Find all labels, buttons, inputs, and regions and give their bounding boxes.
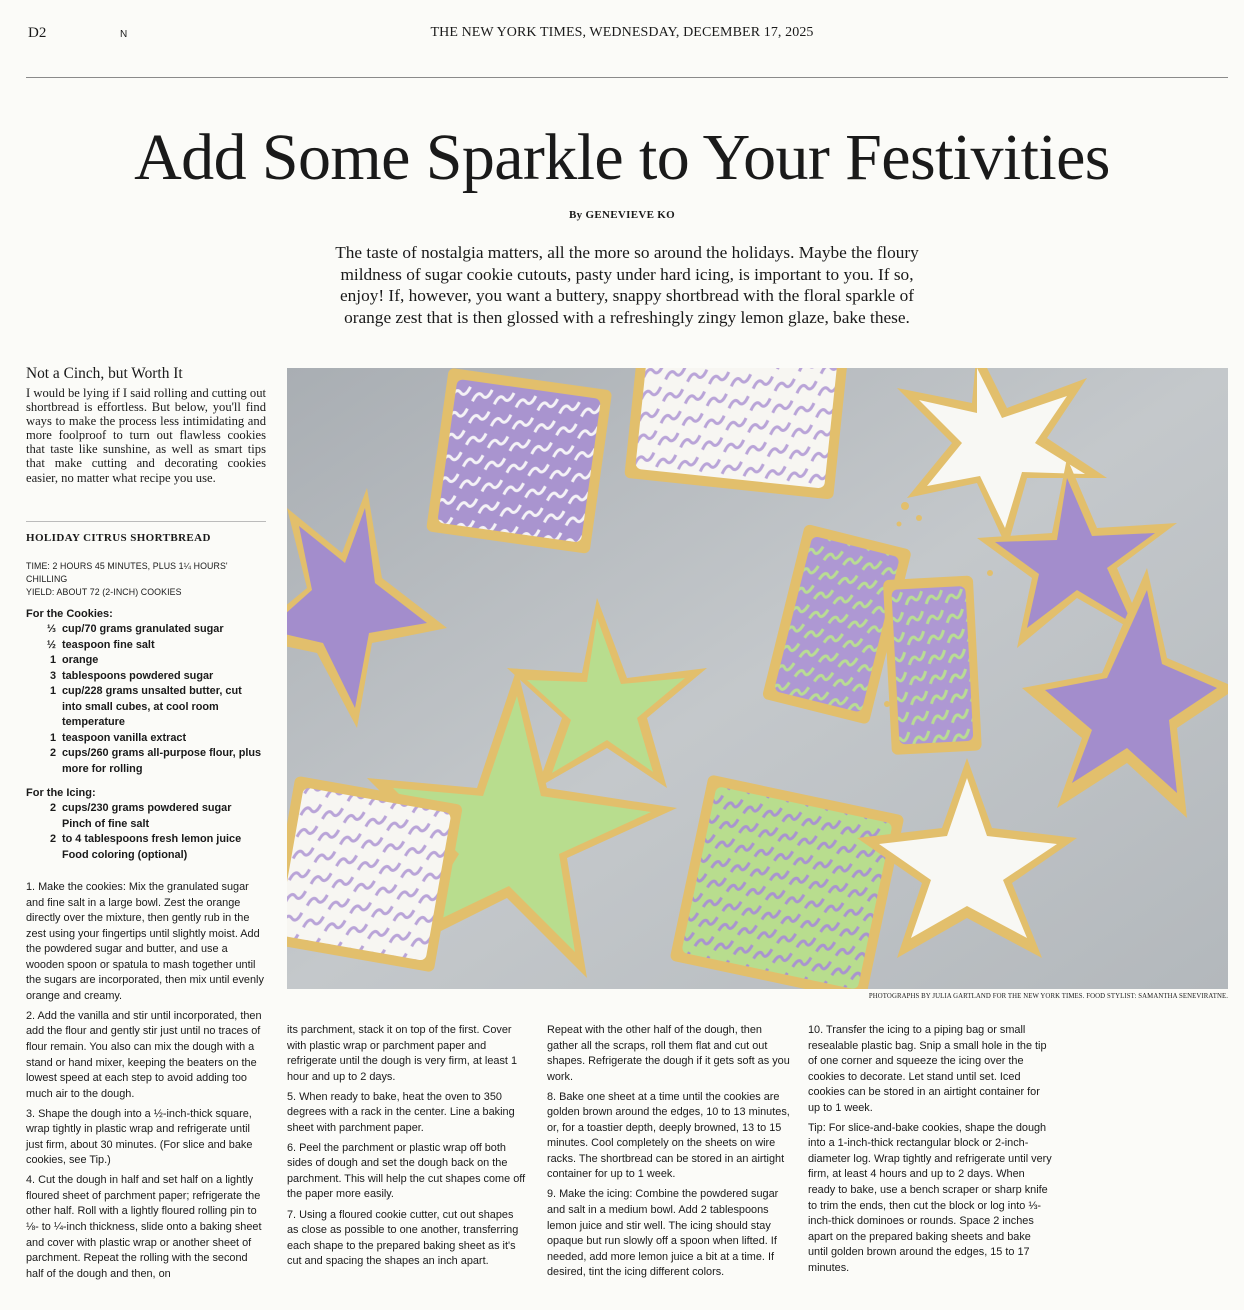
sidebar-divider bbox=[26, 521, 266, 522]
recipe-step: 4. Cut the dough in half and set half on a lightly floured sheet of parchment paper; refrigerate the other half. Roll with a lightly floured rolling pin to ⅛- to ¼-inch thickness, slide onto a baking sheet and cover with plastic wrap or another sheet of parchment. Repeat the rolling with the second half of the dough and then, on bbox=[26, 1174, 262, 1280]
sidebar-body: I would be lying if I said rolling and cutting out shortbread is effortless. But below, you'll find ways to make the process less intimidating and more foolproof to turn out flawless cookies that taste like sunshine, as well as smart tips that make cutting and decorating cookies easier, no matter what recipe you use. bbox=[26, 386, 266, 485]
ingredient-qty: ⅓ bbox=[46, 623, 56, 635]
recipe-meta bbox=[26, 560, 266, 599]
sidebar-heading: Not a Cinch, but Worth It bbox=[26, 365, 183, 382]
recipe-step: its parchment, stack it on top of the first. Cover with plastic wrap or parchment paper and refrigerate until the dough is very firm, at least 1 hour and up to 2 days. bbox=[287, 1024, 518, 1083]
ingredient-item bbox=[26, 684, 266, 731]
recipe-step: Repeat with the other half of the dough, then gather all the scraps, roll them flat and cut out shapes. Refrigerate the dough if it gets soft as you work. bbox=[547, 1024, 790, 1083]
icing-ingredient-list bbox=[26, 801, 266, 863]
ingredient-text: teaspoon vanilla extract bbox=[62, 731, 187, 744]
ingredient-item bbox=[26, 669, 266, 685]
cookies-ingredients-heading: For the Cookies: bbox=[26, 608, 113, 620]
ingredient-text: orange bbox=[62, 654, 99, 666]
recipe-step: 6. Peel the parchment or plastic wrap off both sides of dough and set the dough back on the parchment. This will help the cut shapes come off the paper more easily. bbox=[287, 1141, 526, 1201]
ingredient-item bbox=[26, 817, 266, 833]
ingredient-text: Food coloring (optional) bbox=[62, 848, 188, 861]
recipe-column-1 bbox=[26, 880, 266, 1287]
ingredient-text: Pinch of fine salt bbox=[62, 817, 150, 830]
recipe-step: 10. Transfer the icing to a piping bag or small resealable plastic bag. Snip a small hole in the tip of one corner and squeeze the icing over the cookies to decorate. Let stand until set. Iced cookies can be stored in an airtight container for up to 1 week. bbox=[808, 1024, 1047, 1114]
ingredient-item bbox=[26, 731, 266, 747]
ingredient-item bbox=[26, 746, 266, 777]
ingredient-text: to 4 tablespoons fresh lemon juice bbox=[62, 833, 242, 845]
ingredient-item bbox=[26, 638, 266, 654]
cookies-ingredient-list bbox=[26, 622, 266, 777]
recipe-time: TIME: 2 HOURS 45 MINUTES, PLUS 1¼ HOURS' CHILLING bbox=[26, 561, 228, 584]
recipe-step: 3. Shape the dough into a ½-inch-thick square, wrap tightly in plastic wrap and refrigerate until just firm, about 30 minutes. (For slice and bake cookies, see Tip.) bbox=[26, 1107, 253, 1167]
ingredient-qty: 1 bbox=[49, 685, 56, 697]
cookie-square-bottom-left bbox=[287, 776, 463, 973]
ingredient-qty: 2 bbox=[49, 833, 56, 845]
ingredient-text: cup/70 grams granulated sugar bbox=[62, 623, 224, 635]
recipe-column-3 bbox=[547, 1023, 791, 1285]
recipe-step: 7. Using a floured cookie cutter, cut out shapes as close as possible to one another, transferring each shape to the prepared baking sheet as it's cut and spacing the shapes an inch apart. bbox=[287, 1208, 519, 1268]
ingredient-text: cup/228 grams unsalted butter, cut into small cubes, at cool room temperature bbox=[62, 685, 242, 728]
recipe-step: 1. Make the cookies: Mix the granulated sugar and fine salt in a large bowl. Zest the orange directly over the mixture, then gently rub in the zest using your fingertips until slightly moist. Add the powdered sugar and butter, and use a wooden spoon or spatula to mash together until the sugars are incorporated, then mix until evenly orange and creamy. bbox=[26, 881, 264, 1002]
ingredient-qty: 2 bbox=[49, 802, 56, 814]
recipe-column-4 bbox=[808, 1023, 1052, 1281]
ingredient-qty: 3 bbox=[49, 669, 56, 682]
cookie-broken-bar bbox=[883, 575, 982, 754]
ingredient-text: teaspoon fine salt bbox=[62, 638, 155, 651]
photo-credit: PHOTOGRAPHS BY JULIA GARTLAND FOR THE NEW YORK TIMES. FOOD STYLIST: SAMANTHA SENEVIRATNE. bbox=[868, 993, 1228, 1000]
icing-ingredients-heading: For the Icing: bbox=[26, 787, 96, 799]
recipe-step: 2. Add the vanilla and stir until incorporated, then add the flour and gently stir just until no traces of flour remain. You also can mix the dough with a stand or hand mixer, keeping the beaters on the lowest speed at each step to avoid adding too much air to the dough. bbox=[26, 1009, 262, 1100]
recipe-title: HOLIDAY CITRUS SHORTBREAD bbox=[26, 532, 211, 544]
recipe-step: 5. When ready to bake, heat the oven to 350 degrees with a rack in the center. Line a baking sheet with parchment paper. bbox=[287, 1090, 515, 1134]
ingredient-qty: 1 bbox=[49, 654, 56, 666]
cookies-photo bbox=[287, 368, 1228, 989]
ingredient-qty: 1 bbox=[49, 731, 56, 744]
ingredient-text: cups/260 grams all-purpose flour, plus more for rolling bbox=[62, 747, 262, 775]
ingredient-item bbox=[26, 801, 266, 817]
recipe-column-2 bbox=[287, 1023, 527, 1274]
ingredient-item bbox=[26, 653, 266, 669]
ingredient-text: cups/230 grams powdered sugar bbox=[62, 802, 232, 814]
cookie-rectangle-top bbox=[624, 368, 849, 500]
ingredient-qty bbox=[26, 817, 56, 833]
ingredient-qty: ½ bbox=[46, 638, 56, 651]
ingredient-item bbox=[26, 848, 266, 864]
edition-mark: N bbox=[120, 29, 128, 40]
ingredient-qty bbox=[26, 848, 56, 864]
recipe-yield: YIELD: ABOUT 72 (2-INCH) COOKIES bbox=[26, 587, 182, 597]
ingredient-qty: 2 bbox=[49, 747, 56, 759]
cookie-square-top-left bbox=[426, 368, 612, 554]
recipe-tip: Tip: For slice-and-bake cookies, shape the dough into a 1-inch-thick rectangular block or 2-inch-diameter log. Wrap tightly and refrigerate until very firm, at least 4 hours and up to 2 days. When ready to bake, use a bench scraper or sharp knife to trim the ends, then cut the block or log into ⅓-inch-thick dominoes or rounds. Space 2 inches apart on the prepared baking sheets and bake until golden brown around the edges, 15 to 17 minutes. bbox=[808, 1121, 1052, 1274]
ingredient-item bbox=[26, 832, 266, 848]
masthead-rule bbox=[26, 77, 1228, 78]
recipe-step: 8. Bake one sheet at a time until the cookies are golden brown around the edges, 10 to 13 minutes, or, for a toastier depth, deeply browned, 13 to 15 minutes. Cool completely on the sheets on wire racks. The shortbread can be stored in an airtight container for up to 1 week. bbox=[547, 1090, 790, 1181]
dateline: THE NEW YORK TIMES, WEDNESDAY, DECEMBER 17, 2025 bbox=[430, 25, 814, 40]
byline: By GENEVIEVE KO bbox=[569, 209, 675, 221]
ingredient-text: tablespoons powdered sugar bbox=[62, 669, 214, 682]
headline: Add Some Sparkle to Your Festivities bbox=[134, 121, 1110, 194]
ingredient-item bbox=[26, 622, 266, 638]
recipe-step: 9. Make the icing: Combine the powdered sugar and salt in a medium bowl. Add 2 tablespoons lemon juice and stir well. The icing should stay opaque but run slowly off a spoon when lifted. If needed, add more lemon juice a bit at a time. If desired, tint the icing different colors. bbox=[547, 1188, 779, 1279]
page-folio: D2 bbox=[28, 25, 47, 41]
article-deck: The taste of nostalgia matters, all the more so around the holidays. Maybe the floury mildness of sugar cookie cutouts, pasty under hard icing, is important to you. If so, enjoy! If, however, you want a buttery, snappy shortbread with the floral sparkle of orange zest that is then glossed with a refreshingly zingy lemon glaze, bake these. bbox=[335, 243, 919, 327]
